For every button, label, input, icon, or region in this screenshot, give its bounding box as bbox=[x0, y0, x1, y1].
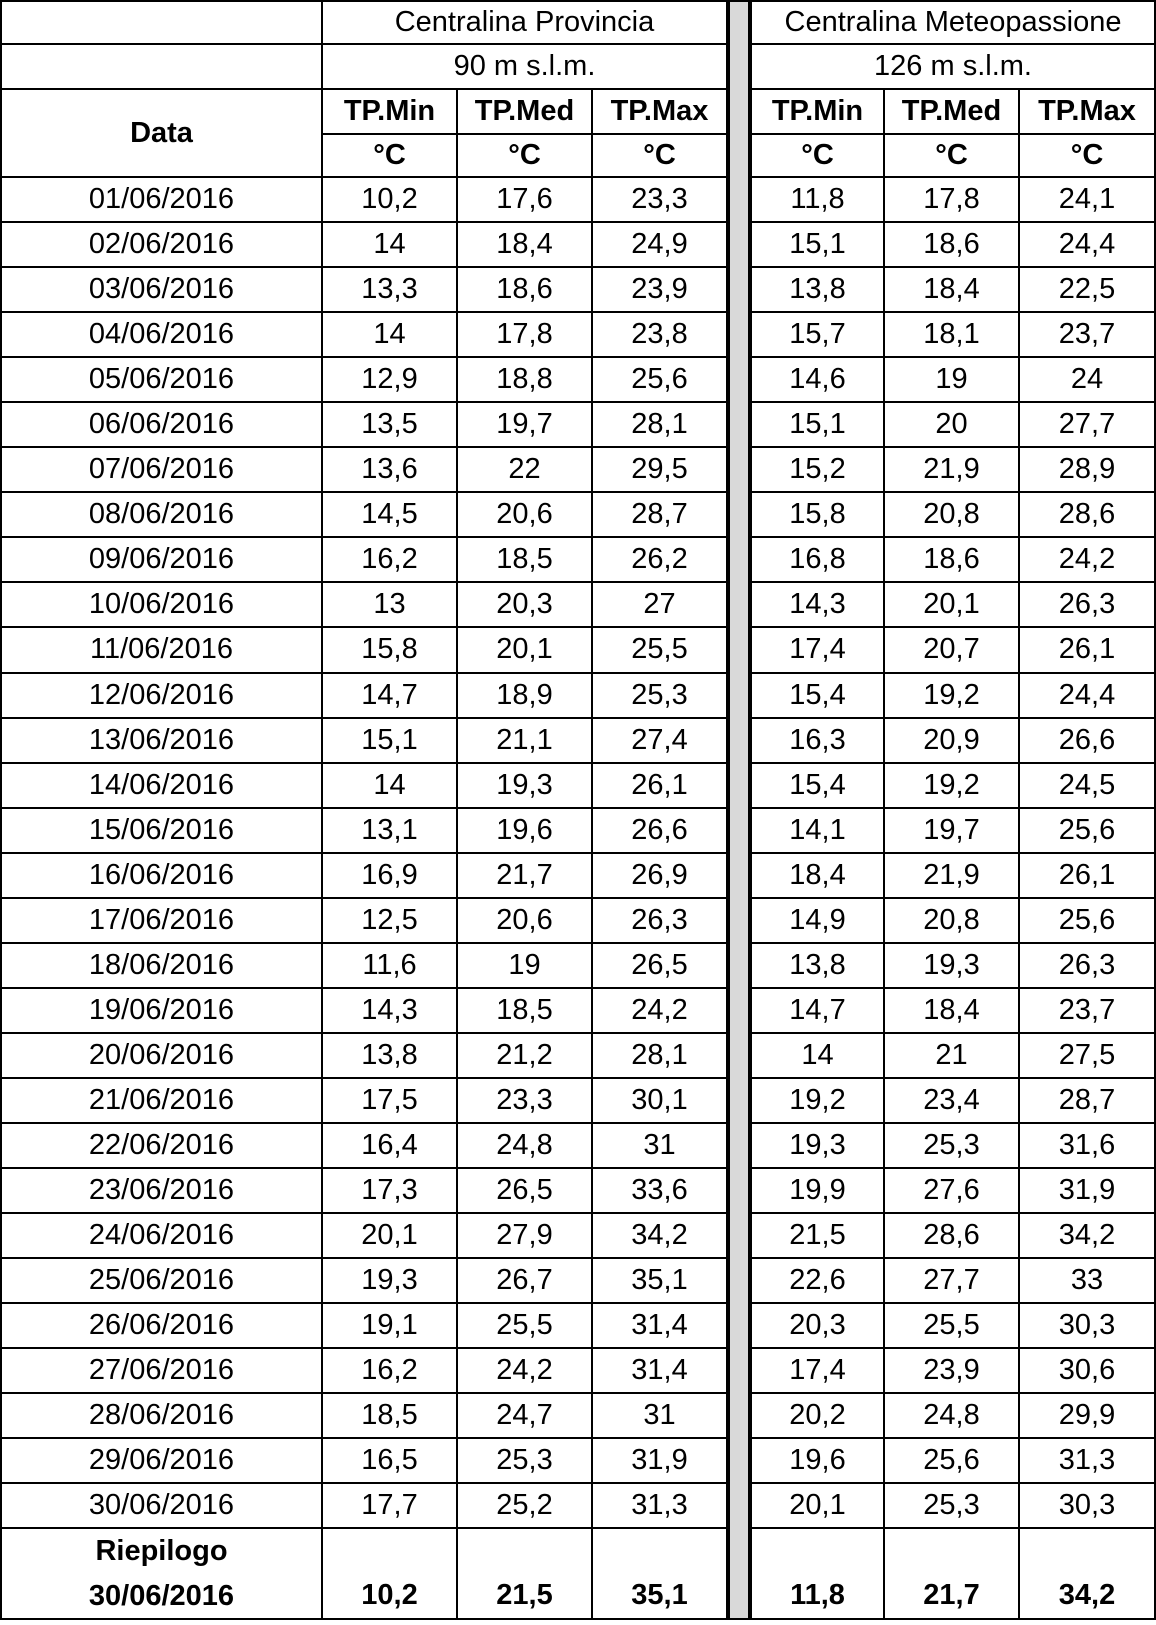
value-cell-meteopassione-tp-min: 20,3 bbox=[750, 1304, 885, 1349]
date-cell: 09/06/2016 bbox=[0, 538, 323, 583]
header-blank-cell bbox=[0, 0, 323, 45]
value-cell-provincia-tp-min: 12,9 bbox=[323, 358, 458, 403]
date-cell: 26/06/2016 bbox=[0, 1304, 323, 1349]
value-cell-meteopassione-tp-med: 19 bbox=[885, 358, 1020, 403]
value-cell-meteopassione-tp-med: 18,4 bbox=[885, 268, 1020, 313]
value-cell-meteopassione-tp-max: 30,3 bbox=[1020, 1304, 1156, 1349]
value-cell-provincia-tp-max: 26,2 bbox=[593, 538, 728, 583]
value-cell-meteopassione-tp-min: 15,1 bbox=[750, 403, 885, 448]
date-cell: 16/06/2016 bbox=[0, 854, 323, 899]
value-cell-meteopassione-tp-max: 26,1 bbox=[1020, 628, 1156, 673]
value-cell-provincia-tp-med: 18,4 bbox=[458, 223, 593, 268]
value-cell-meteopassione-tp-min: 15,4 bbox=[750, 674, 885, 719]
value-cell-provincia-tp-max: 27,4 bbox=[593, 719, 728, 764]
value-cell-meteopassione-tp-min: 18,4 bbox=[750, 854, 885, 899]
column-header-tp-min: TP.Min bbox=[750, 90, 885, 135]
summary-value-meteopassione-tp-max: 34,2 bbox=[1020, 1529, 1156, 1620]
unit-cell: °C bbox=[593, 135, 728, 178]
value-cell-provincia-tp-min: 19,3 bbox=[323, 1259, 458, 1304]
value-cell-provincia-tp-min: 13 bbox=[323, 583, 458, 628]
value-cell-meteopassione-tp-max: 26,3 bbox=[1020, 944, 1156, 989]
value-cell-meteopassione-tp-min: 13,8 bbox=[750, 268, 885, 313]
value-cell-provincia-tp-med: 20,6 bbox=[458, 899, 593, 944]
value-cell-provincia-tp-max: 31 bbox=[593, 1394, 728, 1439]
value-cell-provincia-tp-min: 13,3 bbox=[323, 268, 458, 313]
value-cell-provincia-tp-max: 23,8 bbox=[593, 313, 728, 358]
value-cell-provincia-tp-min: 19,1 bbox=[323, 1304, 458, 1349]
unit-cell: °C bbox=[750, 135, 885, 178]
value-cell-provincia-tp-max: 28,1 bbox=[593, 403, 728, 448]
value-cell-provincia-tp-max: 29,5 bbox=[593, 448, 728, 493]
station-name-meteopassione: Centralina Meteopassione bbox=[750, 0, 1156, 45]
date-cell: 28/06/2016 bbox=[0, 1394, 323, 1439]
value-cell-meteopassione-tp-max: 25,6 bbox=[1020, 899, 1156, 944]
value-cell-provincia-tp-max: 26,1 bbox=[593, 764, 728, 809]
value-cell-provincia-tp-max: 26,6 bbox=[593, 809, 728, 854]
value-cell-provincia-tp-max: 31,4 bbox=[593, 1349, 728, 1394]
value-cell-provincia-tp-min: 15,8 bbox=[323, 628, 458, 673]
date-cell: 27/06/2016 bbox=[0, 1349, 323, 1394]
unit-cell: °C bbox=[1020, 135, 1156, 178]
value-cell-meteopassione-tp-max: 28,7 bbox=[1020, 1079, 1156, 1124]
value-cell-provincia-tp-min: 14 bbox=[323, 313, 458, 358]
value-cell-meteopassione-tp-min: 16,8 bbox=[750, 538, 885, 583]
value-cell-meteopassione-tp-med: 25,6 bbox=[885, 1439, 1020, 1484]
value-cell-meteopassione-tp-max: 27,7 bbox=[1020, 403, 1156, 448]
value-cell-provincia-tp-med: 18,9 bbox=[458, 674, 593, 719]
value-cell-provincia-tp-med: 24,8 bbox=[458, 1124, 593, 1169]
value-cell-meteopassione-tp-med: 24,8 bbox=[885, 1394, 1020, 1439]
value-cell-meteopassione-tp-med: 25,5 bbox=[885, 1304, 1020, 1349]
date-cell: 19/06/2016 bbox=[0, 989, 323, 1034]
value-cell-provincia-tp-max: 25,6 bbox=[593, 358, 728, 403]
value-cell-provincia-tp-min: 13,8 bbox=[323, 1034, 458, 1079]
value-cell-provincia-tp-med: 22 bbox=[458, 448, 593, 493]
value-cell-meteopassione-tp-med: 19,3 bbox=[885, 944, 1020, 989]
value-cell-meteopassione-tp-med: 27,7 bbox=[885, 1259, 1020, 1304]
value-cell-meteopassione-tp-max: 23,7 bbox=[1020, 313, 1156, 358]
value-cell-provincia-tp-max: 26,3 bbox=[593, 899, 728, 944]
value-cell-provincia-tp-med: 19,6 bbox=[458, 809, 593, 854]
value-cell-provincia-tp-max: 25,3 bbox=[593, 674, 728, 719]
value-cell-provincia-tp-med: 21,2 bbox=[458, 1034, 593, 1079]
value-cell-provincia-tp-max: 31,3 bbox=[593, 1484, 728, 1529]
value-cell-meteopassione-tp-med: 20,7 bbox=[885, 628, 1020, 673]
value-cell-meteopassione-tp-max: 23,7 bbox=[1020, 989, 1156, 1034]
value-cell-meteopassione-tp-max: 24,1 bbox=[1020, 178, 1156, 223]
station-name-provincia: Centralina Provincia bbox=[323, 0, 728, 45]
value-cell-provincia-tp-med: 24,2 bbox=[458, 1349, 593, 1394]
value-cell-provincia-tp-med: 19,3 bbox=[458, 764, 593, 809]
value-cell-provincia-tp-min: 13,1 bbox=[323, 809, 458, 854]
column-header-tp-med: TP.Med bbox=[458, 90, 593, 135]
column-header-tp-max: TP.Max bbox=[593, 90, 728, 135]
value-cell-meteopassione-tp-min: 14,1 bbox=[750, 809, 885, 854]
summary-value-provincia-tp-med: 21,5 bbox=[458, 1529, 593, 1620]
value-cell-meteopassione-tp-med: 25,3 bbox=[885, 1484, 1020, 1529]
value-cell-provincia-tp-min: 16,9 bbox=[323, 854, 458, 899]
value-cell-provincia-tp-med: 24,7 bbox=[458, 1394, 593, 1439]
summary-date: 30/06/2016 bbox=[88, 1579, 235, 1612]
value-cell-meteopassione-tp-min: 15,8 bbox=[750, 493, 885, 538]
value-cell-provincia-tp-min: 16,2 bbox=[323, 1349, 458, 1394]
value-cell-provincia-tp-max: 23,9 bbox=[593, 268, 728, 313]
date-cell: 24/06/2016 bbox=[0, 1214, 323, 1259]
value-cell-provincia-tp-med: 25,3 bbox=[458, 1439, 593, 1484]
header-blank-cell bbox=[0, 45, 323, 90]
value-cell-meteopassione-tp-med: 18,6 bbox=[885, 223, 1020, 268]
value-cell-provincia-tp-med: 25,2 bbox=[458, 1484, 593, 1529]
value-cell-provincia-tp-med: 18,6 bbox=[458, 268, 593, 313]
value-cell-meteopassione-tp-max: 24,5 bbox=[1020, 764, 1156, 809]
value-cell-meteopassione-tp-max: 24,4 bbox=[1020, 674, 1156, 719]
date-cell: 13/06/2016 bbox=[0, 719, 323, 764]
value-cell-meteopassione-tp-med: 18,1 bbox=[885, 313, 1020, 358]
value-cell-provincia-tp-max: 23,3 bbox=[593, 178, 728, 223]
value-cell-meteopassione-tp-med: 27,6 bbox=[885, 1169, 1020, 1214]
column-header-tp-min: TP.Min bbox=[323, 90, 458, 135]
value-cell-meteopassione-tp-max: 33 bbox=[1020, 1259, 1156, 1304]
value-cell-meteopassione-tp-min: 14,7 bbox=[750, 989, 885, 1034]
value-cell-meteopassione-tp-min: 19,2 bbox=[750, 1079, 885, 1124]
value-cell-meteopassione-tp-min: 15,7 bbox=[750, 313, 885, 358]
date-cell: 21/06/2016 bbox=[0, 1079, 323, 1124]
value-cell-meteopassione-tp-max: 31,6 bbox=[1020, 1124, 1156, 1169]
value-cell-provincia-tp-med: 18,5 bbox=[458, 989, 593, 1034]
value-cell-provincia-tp-med: 21,1 bbox=[458, 719, 593, 764]
value-cell-provincia-tp-max: 31,4 bbox=[593, 1304, 728, 1349]
date-cell: 25/06/2016 bbox=[0, 1259, 323, 1304]
value-cell-provincia-tp-min: 13,5 bbox=[323, 403, 458, 448]
value-cell-meteopassione-tp-med: 18,6 bbox=[885, 538, 1020, 583]
value-cell-meteopassione-tp-med: 18,4 bbox=[885, 989, 1020, 1034]
value-cell-meteopassione-tp-min: 19,3 bbox=[750, 1124, 885, 1169]
value-cell-provincia-tp-max: 30,1 bbox=[593, 1079, 728, 1124]
value-cell-meteopassione-tp-max: 24,4 bbox=[1020, 223, 1156, 268]
summary-label: Riepilogo bbox=[95, 1534, 228, 1567]
value-cell-meteopassione-tp-max: 26,3 bbox=[1020, 583, 1156, 628]
value-cell-meteopassione-tp-min: 11,8 bbox=[750, 178, 885, 223]
date-cell: 03/06/2016 bbox=[0, 268, 323, 313]
value-cell-meteopassione-tp-min: 15,1 bbox=[750, 223, 885, 268]
date-cell: 11/06/2016 bbox=[0, 628, 323, 673]
value-cell-provincia-tp-med: 20,1 bbox=[458, 628, 593, 673]
date-cell: 23/06/2016 bbox=[0, 1169, 323, 1214]
value-cell-provincia-tp-min: 13,6 bbox=[323, 448, 458, 493]
value-cell-meteopassione-tp-min: 14,3 bbox=[750, 583, 885, 628]
date-cell: 15/06/2016 bbox=[0, 809, 323, 854]
value-cell-meteopassione-tp-med: 20,9 bbox=[885, 719, 1020, 764]
unit-cell: °C bbox=[323, 135, 458, 178]
value-cell-provincia-tp-max: 28,7 bbox=[593, 493, 728, 538]
value-cell-meteopassione-tp-med: 20 bbox=[885, 403, 1020, 448]
value-cell-meteopassione-tp-max: 30,3 bbox=[1020, 1484, 1156, 1529]
value-cell-provincia-tp-min: 14 bbox=[323, 764, 458, 809]
date-cell: 14/06/2016 bbox=[0, 764, 323, 809]
value-cell-provincia-tp-med: 21,7 bbox=[458, 854, 593, 899]
value-cell-provincia-tp-min: 16,4 bbox=[323, 1124, 458, 1169]
value-cell-meteopassione-tp-med: 20,8 bbox=[885, 899, 1020, 944]
value-cell-provincia-tp-min: 10,2 bbox=[323, 178, 458, 223]
value-cell-provincia-tp-max: 31,9 bbox=[593, 1439, 728, 1484]
value-cell-meteopassione-tp-med: 20,1 bbox=[885, 583, 1020, 628]
station-altitude-meteopassione: 126 m s.l.m. bbox=[750, 45, 1156, 90]
date-cell: 22/06/2016 bbox=[0, 1124, 323, 1169]
date-cell: 20/06/2016 bbox=[0, 1034, 323, 1079]
value-cell-provincia-tp-max: 26,9 bbox=[593, 854, 728, 899]
value-cell-meteopassione-tp-med: 19,2 bbox=[885, 674, 1020, 719]
value-cell-provincia-tp-min: 14 bbox=[323, 223, 458, 268]
value-cell-provincia-tp-min: 12,5 bbox=[323, 899, 458, 944]
value-cell-provincia-tp-min: 14,3 bbox=[323, 989, 458, 1034]
value-cell-provincia-tp-med: 17,6 bbox=[458, 178, 593, 223]
value-cell-meteopassione-tp-min: 14 bbox=[750, 1034, 885, 1079]
value-cell-provincia-tp-min: 11,6 bbox=[323, 944, 458, 989]
value-cell-provincia-tp-max: 24,2 bbox=[593, 989, 728, 1034]
value-cell-provincia-tp-max: 33,6 bbox=[593, 1169, 728, 1214]
value-cell-provincia-tp-min: 16,2 bbox=[323, 538, 458, 583]
value-cell-meteopassione-tp-max: 28,6 bbox=[1020, 493, 1156, 538]
value-cell-meteopassione-tp-max: 22,5 bbox=[1020, 268, 1156, 313]
date-cell: 02/06/2016 bbox=[0, 223, 323, 268]
value-cell-meteopassione-tp-max: 30,6 bbox=[1020, 1349, 1156, 1394]
value-cell-provincia-tp-med: 26,5 bbox=[458, 1169, 593, 1214]
value-cell-meteopassione-tp-med: 20,8 bbox=[885, 493, 1020, 538]
value-cell-provincia-tp-min: 17,5 bbox=[323, 1079, 458, 1124]
value-cell-provincia-tp-med: 27,9 bbox=[458, 1214, 593, 1259]
value-cell-meteopassione-tp-min: 19,6 bbox=[750, 1439, 885, 1484]
station-altitude-provincia: 90 m s.l.m. bbox=[323, 45, 728, 90]
value-cell-provincia-tp-min: 16,5 bbox=[323, 1439, 458, 1484]
value-cell-meteopassione-tp-med: 23,9 bbox=[885, 1349, 1020, 1394]
value-cell-meteopassione-tp-max: 31,9 bbox=[1020, 1169, 1156, 1214]
value-cell-provincia-tp-med: 25,5 bbox=[458, 1304, 593, 1349]
value-cell-provincia-tp-med: 20,3 bbox=[458, 583, 593, 628]
value-cell-provincia-tp-min: 17,7 bbox=[323, 1484, 458, 1529]
value-cell-meteopassione-tp-min: 14,9 bbox=[750, 899, 885, 944]
value-cell-meteopassione-tp-max: 26,6 bbox=[1020, 719, 1156, 764]
summary-label-cell bbox=[0, 1529, 323, 1620]
date-cell: 07/06/2016 bbox=[0, 448, 323, 493]
value-cell-meteopassione-tp-min: 20,1 bbox=[750, 1484, 885, 1529]
value-cell-meteopassione-tp-max: 29,9 bbox=[1020, 1394, 1156, 1439]
value-cell-meteopassione-tp-min: 15,2 bbox=[750, 448, 885, 493]
value-cell-provincia-tp-med: 23,3 bbox=[458, 1079, 593, 1124]
value-cell-meteopassione-tp-max: 26,1 bbox=[1020, 854, 1156, 899]
date-cell: 04/06/2016 bbox=[0, 313, 323, 358]
value-cell-provincia-tp-max: 28,1 bbox=[593, 1034, 728, 1079]
value-cell-meteopassione-tp-max: 27,5 bbox=[1020, 1034, 1156, 1079]
value-cell-meteopassione-tp-med: 17,8 bbox=[885, 178, 1020, 223]
date-cell: 05/06/2016 bbox=[0, 358, 323, 403]
value-cell-meteopassione-tp-min: 20,2 bbox=[750, 1394, 885, 1439]
value-cell-provincia-tp-med: 18,8 bbox=[458, 358, 593, 403]
value-cell-provincia-tp-med: 18,5 bbox=[458, 538, 593, 583]
date-cell: 01/06/2016 bbox=[0, 178, 323, 223]
value-cell-provincia-tp-med: 26,7 bbox=[458, 1259, 593, 1304]
value-cell-provincia-tp-med: 19,7 bbox=[458, 403, 593, 448]
value-cell-meteopassione-tp-max: 31,3 bbox=[1020, 1439, 1156, 1484]
value-cell-meteopassione-tp-min: 21,5 bbox=[750, 1214, 885, 1259]
unit-cell: °C bbox=[885, 135, 1020, 178]
date-cell: 17/06/2016 bbox=[0, 899, 323, 944]
value-cell-meteopassione-tp-min: 22,6 bbox=[750, 1259, 885, 1304]
value-cell-provincia-tp-max: 27 bbox=[593, 583, 728, 628]
date-cell: 30/06/2016 bbox=[0, 1484, 323, 1529]
value-cell-meteopassione-tp-min: 16,3 bbox=[750, 719, 885, 764]
value-cell-meteopassione-tp-max: 24 bbox=[1020, 358, 1156, 403]
value-cell-meteopassione-tp-med: 19,2 bbox=[885, 764, 1020, 809]
unit-cell: °C bbox=[458, 135, 593, 178]
summary-value-meteopassione-tp-min: 11,8 bbox=[750, 1529, 885, 1620]
value-cell-meteopassione-tp-max: 34,2 bbox=[1020, 1214, 1156, 1259]
date-cell: 06/06/2016 bbox=[0, 403, 323, 448]
column-header-tp-max: TP.Max bbox=[1020, 90, 1156, 135]
value-cell-meteopassione-tp-med: 21 bbox=[885, 1034, 1020, 1079]
value-cell-provincia-tp-med: 20,6 bbox=[458, 493, 593, 538]
value-cell-provincia-tp-max: 34,2 bbox=[593, 1214, 728, 1259]
date-cell: 29/06/2016 bbox=[0, 1439, 323, 1484]
value-cell-provincia-tp-max: 25,5 bbox=[593, 628, 728, 673]
value-cell-meteopassione-tp-min: 15,4 bbox=[750, 764, 885, 809]
value-cell-provincia-tp-min: 17,3 bbox=[323, 1169, 458, 1214]
value-cell-meteopassione-tp-max: 24,2 bbox=[1020, 538, 1156, 583]
column-header-tp-med: TP.Med bbox=[885, 90, 1020, 135]
date-cell: 08/06/2016 bbox=[0, 493, 323, 538]
value-cell-provincia-tp-min: 18,5 bbox=[323, 1394, 458, 1439]
date-column-header: Data bbox=[0, 90, 323, 178]
value-cell-meteopassione-tp-med: 21,9 bbox=[885, 854, 1020, 899]
value-cell-provincia-tp-max: 35,1 bbox=[593, 1259, 728, 1304]
value-cell-meteopassione-tp-max: 28,9 bbox=[1020, 448, 1156, 493]
date-cell: 18/06/2016 bbox=[0, 944, 323, 989]
value-cell-provincia-tp-min: 20,1 bbox=[323, 1214, 458, 1259]
value-cell-provincia-tp-min: 14,7 bbox=[323, 674, 458, 719]
value-cell-provincia-tp-min: 15,1 bbox=[323, 719, 458, 764]
value-cell-provincia-tp-min: 14,5 bbox=[323, 493, 458, 538]
value-cell-provincia-tp-max: 31 bbox=[593, 1124, 728, 1169]
value-cell-meteopassione-tp-min: 14,6 bbox=[750, 358, 885, 403]
value-cell-meteopassione-tp-med: 28,6 bbox=[885, 1214, 1020, 1259]
summary-value-provincia-tp-max: 35,1 bbox=[593, 1529, 728, 1620]
value-cell-meteopassione-tp-min: 17,4 bbox=[750, 1349, 885, 1394]
value-cell-meteopassione-tp-med: 23,4 bbox=[885, 1079, 1020, 1124]
value-cell-provincia-tp-max: 24,9 bbox=[593, 223, 728, 268]
value-cell-provincia-tp-med: 19 bbox=[458, 944, 593, 989]
value-cell-meteopassione-tp-min: 19,9 bbox=[750, 1169, 885, 1214]
value-cell-meteopassione-tp-min: 13,8 bbox=[750, 944, 885, 989]
value-cell-meteopassione-tp-max: 25,6 bbox=[1020, 809, 1156, 854]
value-cell-meteopassione-tp-med: 19,7 bbox=[885, 809, 1020, 854]
value-cell-provincia-tp-max: 26,5 bbox=[593, 944, 728, 989]
station-separator bbox=[728, 0, 750, 1620]
summary-value-meteopassione-tp-med: 21,7 bbox=[885, 1529, 1020, 1620]
value-cell-meteopassione-tp-med: 21,9 bbox=[885, 448, 1020, 493]
value-cell-meteopassione-tp-min: 17,4 bbox=[750, 628, 885, 673]
date-cell: 10/06/2016 bbox=[0, 583, 323, 628]
value-cell-meteopassione-tp-med: 25,3 bbox=[885, 1124, 1020, 1169]
summary-value-provincia-tp-min: 10,2 bbox=[323, 1529, 458, 1620]
value-cell-provincia-tp-med: 17,8 bbox=[458, 313, 593, 358]
date-cell: 12/06/2016 bbox=[0, 674, 323, 719]
